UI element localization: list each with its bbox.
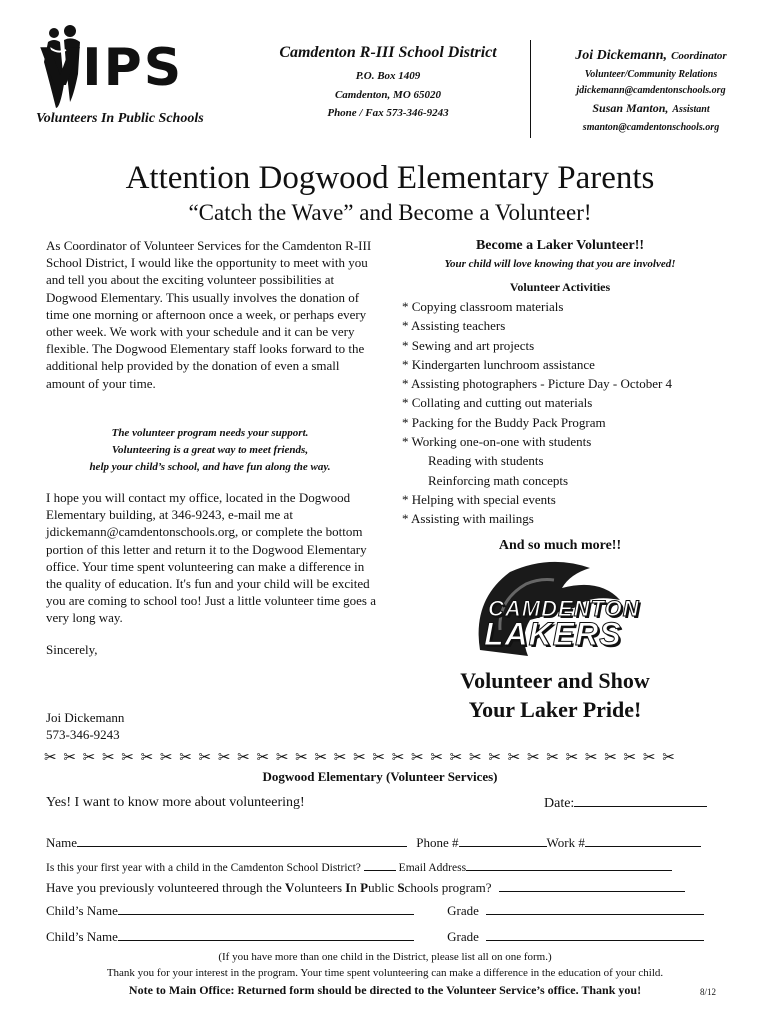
assistant-line	[536, 99, 766, 117]
coordinator-email[interactable]: jdickemann@camdentonschools.org	[576, 85, 726, 96]
contact-paragraph: I hope you will contact my office, located in the Dogwood Elementary building, at 346-9243, e-mail me at jdickemann@camdentonschools.org, or complete the bottom portion of this letter and return it to the Dogwood Elementary office. Your time spent volunteering can make a difference in the quality of education. It's fun and your child will be excited you are coming to school too! Just a little volunteer time goes a very long way.	[46, 490, 376, 626]
list-item: Reinforcing math concepts	[428, 472, 569, 488]
district-phone: Phone / Fax 573-346-9243	[327, 107, 449, 119]
work-blank[interactable]	[585, 835, 701, 847]
email-blank[interactable]	[466, 859, 672, 871]
district-address-1: P.O. Box 1409	[355, 70, 421, 82]
child-name-label: Child’s Name	[46, 929, 118, 944]
grade-blank[interactable]	[486, 903, 704, 915]
form-note-1: (If you have more than one child in the District, please list all on one form.)	[218, 951, 552, 963]
coordinator-line	[536, 46, 766, 64]
child-row-2	[46, 929, 704, 945]
and-more: And so much more!!	[498, 538, 622, 553]
list-item: * Assisting photographers - Picture Day - October 4	[402, 376, 673, 392]
list-item: * Copying classroom materials	[402, 299, 564, 314]
form-title: Dogwood Elementary (Volunteer Services)	[262, 769, 498, 784]
grade-blank[interactable]	[486, 929, 704, 941]
callout-line-1: The volunteer program needs your support.	[111, 427, 309, 439]
list-item: * Collating and cutting out materials	[402, 395, 593, 411]
lakers-logo-line-2: LAKERS	[484, 616, 622, 652]
work-label: Work #	[546, 835, 585, 850]
coordinator-role: Volunteer/Community Relations	[584, 69, 718, 80]
coordinator-name: Joi Dickemann,	[575, 48, 668, 63]
date-label: Date:	[544, 796, 575, 811]
page-title: Attention Dogwood Elementary Parents	[125, 160, 655, 196]
name-row	[46, 835, 701, 851]
child-name-blank[interactable]	[118, 929, 414, 941]
activities-list	[402, 297, 722, 529]
page-subtitle: “Catch the Wave” and Become a Volunteer!	[188, 200, 592, 225]
phone-blank[interactable]	[459, 835, 547, 847]
header-divider	[530, 40, 531, 138]
form-yes-line: Yes! I want to know more about volunteering!	[46, 795, 305, 810]
list-item: * Kindergarten lunchroom assistance	[402, 356, 595, 372]
lakers-logo	[470, 560, 650, 660]
tagline: Volunteers In Public Schools	[36, 111, 204, 126]
list-item: * Assisting teachers	[402, 318, 506, 334]
district-name: Camdenton R-III School District	[279, 44, 497, 61]
callout-line-2: Volunteering is a great way to meet friends,	[111, 444, 309, 456]
name-label: Name	[46, 835, 78, 850]
volunteer-subheading: Your child will love knowing that you are involved!	[444, 258, 676, 270]
district-address-2: Camdenton, MO 65020	[334, 89, 442, 101]
signer-phone: 573-346-9243	[46, 727, 120, 742]
callout	[40, 425, 380, 476]
first-year-label: Is this your first year with a child in the Camdenton School District?	[46, 862, 361, 874]
list-item: * Assisting with mailings	[402, 511, 534, 527]
lakers-logo-line-1: CAMDENTON	[488, 596, 640, 621]
previous-blank[interactable]	[499, 880, 685, 892]
previous-row	[46, 880, 685, 896]
intro-paragraph: As Coordinator of Volunteer Services for the Camdenton R-III School District, I would like the opportunity to meet with you and tell you about the exciting volunteer possibilities at Dogwood Elementary. This usually involves the donation of time one morning or afternoon once a week, or perhaps every other week. We work with your schedule and it can be very flexible. The Dogwood Elementary staff looks forward to the additional help provided by the donation of even a small amount of your time.	[46, 238, 372, 391]
cut-line: ✂ ✂ ✂ ✂ ✂ ✂ ✂ ✂ ✂ ✂ ✂ ✂ ✂ ✂ ✂ ✂ ✂ ✂ ✂ ✂ ✂ ✂ ✂ ✂ ✂ ✂ ✂ ✂ ✂ ✂ ✂ ✂ ✂	[44, 750, 677, 766]
activities-title: Volunteer Activities	[509, 280, 611, 294]
form-code: 8/12	[700, 987, 717, 997]
date-field[interactable]	[544, 795, 707, 812]
grade-label: Grade	[447, 929, 479, 944]
child-row-1	[46, 903, 704, 919]
email-label: Email Address	[398, 862, 467, 874]
form-note-2: Thank you for your interest in the program. Your time spent volunteering can make a difference in the education of your child.	[106, 967, 664, 979]
grade-label: Grade	[447, 903, 479, 918]
list-item: Reading with students	[428, 453, 544, 469]
list-item: * Helping with special events	[402, 491, 556, 507]
child-name-blank[interactable]	[118, 903, 414, 915]
volunteer-heading: Become a Laker Volunteer!!	[475, 238, 645, 253]
assistant-email[interactable]: smanton@camdentonschools.org	[582, 122, 720, 133]
child-name-label: Child’s Name	[46, 903, 118, 918]
assistant-title: Assistant	[672, 104, 710, 115]
previous-label: Have you previously volunteered through the Volunteers In Public Schools program?	[46, 880, 492, 895]
date-blank[interactable]	[574, 795, 707, 807]
closing: Sincerely,	[46, 642, 98, 657]
coordinator-block	[536, 46, 766, 133]
list-item: * Sewing and art projects	[402, 337, 535, 353]
pride-slogan	[420, 666, 690, 724]
coordinator-title: Coordinator	[671, 50, 727, 62]
callout-line-3: help your child’s school, and have fun along the way.	[89, 461, 331, 473]
list-item: * Packing for the Buddy Pack Program	[402, 414, 606, 430]
district-block	[258, 44, 518, 119]
assistant-name: Susan Manton,	[592, 101, 669, 115]
form-note-3: Note to Main Office: Returned form should be directed to the Volunteer Service’s office. Thank you!	[128, 983, 642, 997]
vips-logo	[36, 22, 236, 114]
first-year-row	[46, 859, 672, 874]
list-item: * Working one-on-one with students	[402, 434, 592, 450]
first-year-blank[interactable]	[364, 859, 396, 871]
pride-line-2: Your Laker Pride!	[468, 697, 642, 722]
pride-line-1: Volunteer and Show	[460, 668, 650, 693]
name-blank[interactable]	[77, 835, 407, 847]
signer-name: Joi Dickemann	[46, 710, 125, 725]
vips-logo-text: VIPS	[40, 38, 184, 98]
phone-label: Phone #	[416, 835, 459, 850]
